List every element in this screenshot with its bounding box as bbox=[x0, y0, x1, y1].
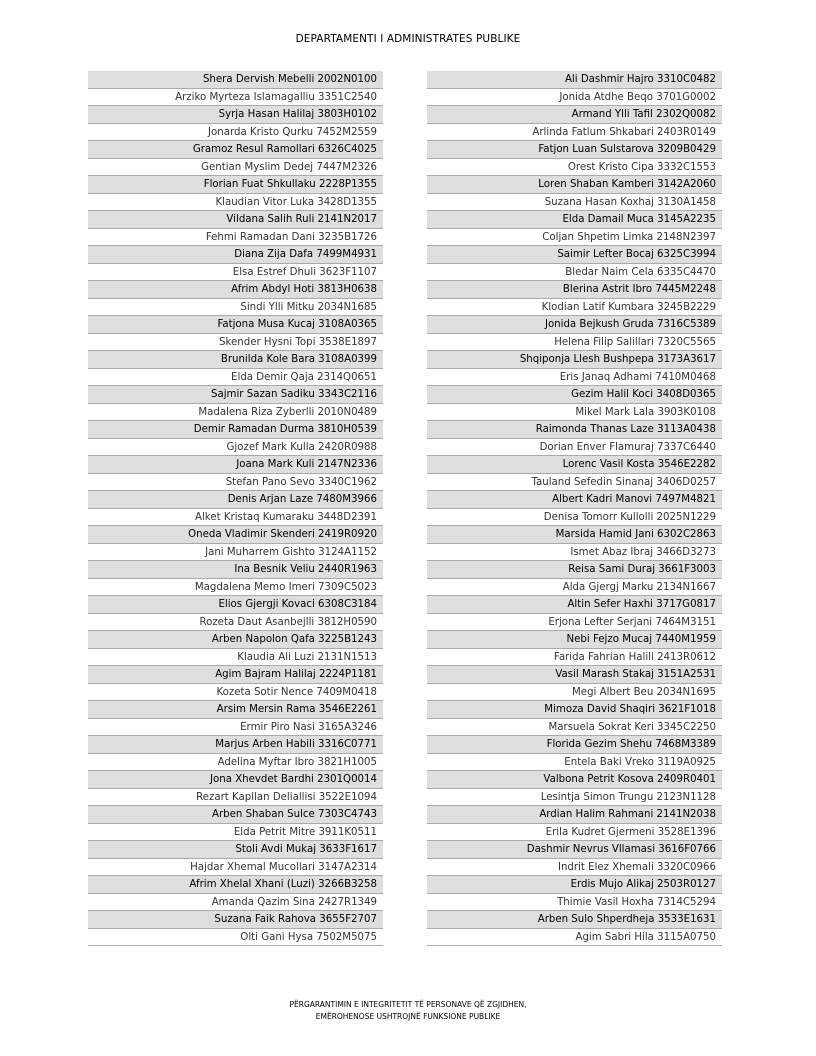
name-row: Skender Hysni Topi 3538E1897 bbox=[88, 334, 383, 352]
name-row: Stefan Pano Sevo 3340C1962 bbox=[88, 474, 383, 492]
name-row: Fatjona Musa Kucaj 3108A0365 bbox=[88, 316, 383, 334]
left-name-list bbox=[88, 71, 383, 946]
name-row: Farida Fahrian Halili 2413R0612 bbox=[427, 649, 722, 667]
name-row: Marsuela Sokrat Keri 3345C2250 bbox=[427, 719, 722, 737]
name-row: Elios Gjergji Kovaci 6308C3184 bbox=[88, 596, 383, 614]
name-row: Amanda Qazim Sina 2427R1349 bbox=[88, 894, 383, 912]
footer-line-1: PËRGARANTIMIN E INTEGRITETIT TË PERSONAVE QË ZGJIDHEN, bbox=[289, 1000, 527, 1009]
name-row: Syrja Hasan Halilaj 3803H0102 bbox=[88, 106, 383, 124]
name-row: Marsida Hamid Jani 6302C2863 bbox=[427, 526, 722, 544]
name-row: Demir Ramadan Durma 3810H0539 bbox=[88, 421, 383, 439]
name-row: Dashmir Nevrus Vllamasi 3616F0766 bbox=[427, 841, 722, 859]
name-row: Agim Bajram Halilaj 2224P1181 bbox=[88, 666, 383, 684]
name-row: Lesintja Simon Trungu 2123N1128 bbox=[427, 789, 722, 807]
name-row: Nebi Fejzo Mucaj 7440M1959 bbox=[427, 631, 722, 649]
name-row: Olti Gani Hysa 7502M5075 bbox=[88, 929, 383, 947]
name-row: Jonida Atdhe Beqo 3701G0002 bbox=[427, 89, 722, 107]
name-row: Oneda Vladimir Skenderi 2419R0920 bbox=[88, 526, 383, 544]
name-row: Coljan Shpetim Limka 2148N2397 bbox=[427, 229, 722, 247]
name-row: Gentian Myslim Dedej 7447M2326 bbox=[88, 159, 383, 177]
name-row: Ermir Piro Nasi 3165A3246 bbox=[88, 719, 383, 737]
name-row: Adelina Myftar Ibro 3821H1005 bbox=[88, 754, 383, 772]
name-row: Tauland Sefedin Sinanaj 3406D0257 bbox=[427, 474, 722, 492]
name-row: Raimonda Thanas Laze 3113A0438 bbox=[427, 421, 722, 439]
name-row: Elsa Estref Dhuli 3623F1107 bbox=[88, 264, 383, 282]
name-row: Ismet Abaz Ibraj 3466D3273 bbox=[427, 544, 722, 562]
name-row: Jonida Bejkush Gruda 7316C5389 bbox=[427, 316, 722, 334]
name-row: Klaudia Ali Luzi 2131N1513 bbox=[88, 649, 383, 667]
name-row: Madalena Riza Zyberlli 2010N0489 bbox=[88, 404, 383, 422]
name-row: Lorenc Vasil Kosta 3546E2282 bbox=[427, 456, 722, 474]
name-row: Afrim Abdyl Hoti 3813H0638 bbox=[88, 281, 383, 299]
name-row: Afrim Xhelal Xhani (Luzi) 3266B3258 bbox=[88, 876, 383, 894]
name-row: Arben Shaban Sulce 7303C4743 bbox=[88, 806, 383, 824]
name-row: Elda Damail Muca 3145A2235 bbox=[427, 211, 722, 229]
name-row: Joana Mark Kuli 2147N2336 bbox=[88, 456, 383, 474]
name-row: Magdalena Memo Imeri 7309C5023 bbox=[88, 579, 383, 597]
name-row: Fehmi Ramadan Dani 3235B1726 bbox=[88, 229, 383, 247]
name-row: Entela Baki Vreko 3119A0925 bbox=[427, 754, 722, 772]
name-row: Denis Arjan Laze 7480M3966 bbox=[88, 491, 383, 509]
name-row: Eris Janaq Adhami 7410M0468 bbox=[427, 369, 722, 387]
name-row: Ali Dashmir Hajro 3310C0482 bbox=[427, 71, 722, 89]
name-row: Altin Sefer Haxhi 3717G0817 bbox=[427, 596, 722, 614]
page-title: DEPARTAMENTI I ADMINISTRATES PUBLIKE bbox=[295, 33, 521, 45]
name-row: Megi Albert Beu 2034N1695 bbox=[427, 684, 722, 702]
page-footer bbox=[0, 999, 816, 1023]
name-row: Erjona Lefter Serjani 7464M3151 bbox=[427, 614, 722, 632]
name-row: Elda Demir Qaja 2314Q0651 bbox=[88, 369, 383, 387]
name-row: Gramoz Resul Ramollari 6326C4025 bbox=[88, 141, 383, 159]
name-row: Valbona Petrit Kosova 2409R0401 bbox=[427, 771, 722, 789]
name-row: Arben Sulo Shperdheja 3533E1631 bbox=[427, 911, 722, 929]
name-row: Arsim Mersin Rama 3546E2261 bbox=[88, 701, 383, 719]
name-row: Elda Petrit Mitre 3911K0511 bbox=[88, 824, 383, 842]
name-row: Jonarda Kristo Qurku 7452M2559 bbox=[88, 124, 383, 142]
name-row: Albert Kadri Manovi 7497M4821 bbox=[427, 491, 722, 509]
name-row: Blerina Astrit Ibro 7445M2248 bbox=[427, 281, 722, 299]
name-row: Florida Gezim Shehu 7468M3389 bbox=[427, 736, 722, 754]
name-row: Jani Muharrem Gishto 3124A1152 bbox=[88, 544, 383, 562]
name-row: Arziko Myrteza Islamagalliu 3351C2540 bbox=[88, 89, 383, 107]
name-row: Mikel Mark Lala 3903K0108 bbox=[427, 404, 722, 422]
name-row: Klodian Latif Kumbara 3245B2229 bbox=[427, 299, 722, 317]
name-row: Fatjon Luan Sulstarova 3209B0429 bbox=[427, 141, 722, 159]
name-row: Thimie Vasil Hoxha 7314C5294 bbox=[427, 894, 722, 912]
name-row: Armand Ylli Tafil 2302Q0082 bbox=[427, 106, 722, 124]
name-row: Vasil Marash Stakaj 3151A2531 bbox=[427, 666, 722, 684]
name-row: Rezart Kapllan Deliallisi 3522E1094 bbox=[88, 789, 383, 807]
name-row: Ina Besnik Veliu 2440R1963 bbox=[88, 561, 383, 579]
name-row: Mimoza David Shaqiri 3621F1018 bbox=[427, 701, 722, 719]
name-row: Kozeta Sotir Nence 7409M0418 bbox=[88, 684, 383, 702]
name-row: Orest Kristo Cipa 3332C1553 bbox=[427, 159, 722, 177]
name-row: Rozeta Daut Asanbejlli 3812H0590 bbox=[88, 614, 383, 632]
name-row: Denisa Tomorr Kullolli 2025N1229 bbox=[427, 509, 722, 527]
name-row: Saimir Lefter Bocaj 6325C3994 bbox=[427, 246, 722, 264]
name-row: Ardian Halim Rahmani 2141N2038 bbox=[427, 806, 722, 824]
name-row: Suzana Hasan Koxhaj 3130A1458 bbox=[427, 194, 722, 212]
name-row: Bledar Naim Cela 6335C4470 bbox=[427, 264, 722, 282]
footer-line-2: EMËROHENOSE USHTROJNË FUNKSIONE PUBLIKE bbox=[315, 1012, 501, 1021]
name-row: Arlinda Fatlum Shkabari 2403R0149 bbox=[427, 124, 722, 142]
name-row: Florian Fuat Shkullaku 2228P1355 bbox=[88, 176, 383, 194]
name-row: Stoli Avdi Mukaj 3633F1617 bbox=[88, 841, 383, 859]
name-row: Vildana Salih Ruli 2141N2017 bbox=[88, 211, 383, 229]
name-row: Erila Kudret Gjermeni 3528E1396 bbox=[427, 824, 722, 842]
name-row: Jona Xhevdet Bardhi 2301Q0014 bbox=[88, 771, 383, 789]
name-row: Shqiponja Llesh Bushpepa 3173A3617 bbox=[427, 351, 722, 369]
name-row: Erdis Mujo Alikaj 2503R0127 bbox=[427, 876, 722, 894]
name-row: Arben Napolon Qafa 3225B1243 bbox=[88, 631, 383, 649]
name-row: Marjus Arben Habili 3316C0771 bbox=[88, 736, 383, 754]
name-row: Dorian Enver Flamuraj 7337C6440 bbox=[427, 439, 722, 457]
name-row: Gjozef Mark Kulla 2420R0988 bbox=[88, 439, 383, 457]
name-row: Sindi Ylli Mitku 2034N1685 bbox=[88, 299, 383, 317]
name-row: Diana Zija Dafa 7499M4931 bbox=[88, 246, 383, 264]
name-row: Reisa Sami Duraj 3661F3003 bbox=[427, 561, 722, 579]
right-name-list bbox=[427, 71, 722, 946]
name-row: Alket Kristaq Kumaraku 3448D2391 bbox=[88, 509, 383, 527]
name-row: Alda Gjergj Marku 2134N1667 bbox=[427, 579, 722, 597]
name-row: Loren Shaban Kamberi 3142A2060 bbox=[427, 176, 722, 194]
name-row: Shera Dervish Mebelli 2002N0100 bbox=[88, 71, 383, 89]
name-row: Gezim Halil Koci 3408D0365 bbox=[427, 386, 722, 404]
name-row: Indrit Elez Xhemali 3320C0966 bbox=[427, 859, 722, 877]
name-row: Brunilda Kole Bara 3108A0399 bbox=[88, 351, 383, 369]
name-row: Hajdar Xhemal Mucollari 3147A2314 bbox=[88, 859, 383, 877]
name-row: Suzana Faik Rahova 3655F2707 bbox=[88, 911, 383, 929]
name-row: Helena Filip Salillari 7320C5565 bbox=[427, 334, 722, 352]
name-row: Sajmir Sazan Sadiku 3343C2116 bbox=[88, 386, 383, 404]
name-row: Klaudian Vitor Luka 3428D1355 bbox=[88, 194, 383, 212]
name-row: Agim Sabri Hila 3115A0750 bbox=[427, 929, 722, 947]
